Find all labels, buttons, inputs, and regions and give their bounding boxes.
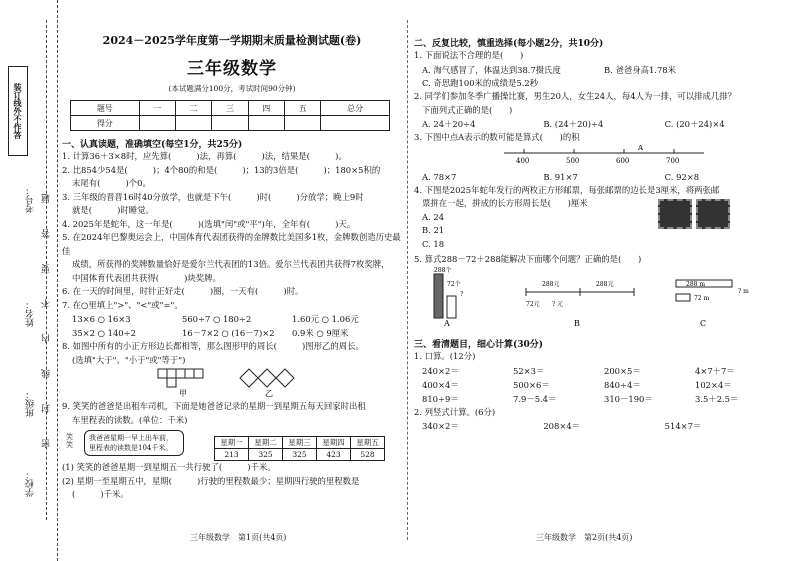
score-header: 五 bbox=[284, 101, 320, 116]
seal-line-char: 不 bbox=[42, 285, 52, 308]
reading-cell: 325 bbox=[283, 449, 317, 461]
exam-term: 2024－2025学年度第一学期期末质量检测试题(卷) bbox=[102, 34, 362, 47]
oral-item[interactable]: 840÷4＝ bbox=[604, 379, 641, 390]
question-5-cont: 成绩，所获得的奖牌数量恰好是爱尔兰代表团的13倍。爱尔兰代表团共获得7枚奖牌， bbox=[72, 259, 390, 269]
question-5: 5. 在2024年巴黎奥运会上，中国体育代表团获得的金牌数比美国多1枚，金牌数创造历史最佳 bbox=[62, 232, 401, 256]
question-9-2: (2) 星期一至星期五中，星期( )行驶的里程数最少；星期四行驶的里程数是 bbox=[62, 475, 360, 486]
option[interactable]: A. 24＋20÷4 bbox=[422, 119, 476, 129]
diagram-b-label: 288元 bbox=[596, 281, 614, 288]
compare-item[interactable]: 560÷7 ○ 180÷2 bbox=[182, 314, 252, 324]
compare-row bbox=[62, 312, 402, 326]
oral-item[interactable]: 310－190＝ bbox=[604, 393, 653, 404]
reading-cell: 528 bbox=[351, 449, 385, 461]
option-label[interactable]: C bbox=[700, 319, 707, 328]
seal-line-char: 封 bbox=[42, 390, 52, 413]
option[interactable]: B. 21 bbox=[422, 225, 445, 235]
choice-2: 2. 同学们参加冬季广播操比赛，男生20人，女生24人，每4人为一排，可以排成几排？ bbox=[414, 91, 737, 101]
question-2: 2. 比854少54是( )；4个80的和是( )；13的3倍是( )；180×5积的 bbox=[62, 164, 381, 175]
question-6: 6. 在一天的时间里，时针正好走( )圈，一天有( )时。 bbox=[62, 286, 304, 296]
kid-label: 笑笑 bbox=[66, 433, 73, 449]
option-label[interactable]: A bbox=[444, 319, 450, 328]
score-header: 四 bbox=[248, 101, 284, 116]
score-cell[interactable] bbox=[321, 116, 390, 131]
day-header: 星期一 bbox=[215, 437, 249, 449]
oral-item[interactable]: 500×6＝ bbox=[513, 379, 550, 390]
snake-stamp-1 bbox=[658, 199, 692, 229]
compare-item[interactable]: 1.60元 ○ 1.06元 bbox=[292, 314, 359, 324]
question-9-cont: 车里程表的读数。(单位：千米) bbox=[72, 414, 188, 425]
tick-label: 600 bbox=[616, 156, 630, 165]
score-header: 题号 bbox=[71, 101, 140, 116]
stamps-figure bbox=[654, 199, 730, 229]
diagram-c-label: ? m bbox=[738, 288, 749, 295]
option[interactable]: C. (20＋24)×4 bbox=[664, 119, 725, 129]
page-divider bbox=[407, 20, 408, 540]
reading-cell: 213 bbox=[215, 449, 249, 461]
number-line bbox=[414, 145, 774, 167]
shape-jia bbox=[158, 369, 203, 387]
day-header: 星期三 bbox=[283, 437, 317, 449]
question-8: 8. 如图中所有的小正方形边长都相等，那么图形甲的周长( )图形乙的周长。 bbox=[62, 341, 364, 351]
compare-item[interactable]: 16－7×2 ○ (16－7)×2 bbox=[182, 328, 275, 338]
question-9-2-cont: ( )千米。 bbox=[72, 489, 129, 499]
choice-4: 4. 下图是2025年蛇年发行的两枚正方形邮票，每张邮票的边长是3厘米，将两张邮 bbox=[414, 184, 720, 195]
speech-bubble: 我爸爸星期一早上出车前，里程表的读数是104千米。 bbox=[84, 430, 184, 456]
oral-item[interactable]: 200×5＝ bbox=[604, 365, 641, 376]
option[interactable]: C. 奇思跑100米的成绩是5.2秒 bbox=[422, 77, 539, 88]
seal-notice: 装订线外不作答 bbox=[8, 66, 28, 156]
vertical-item[interactable]: 514×7＝ bbox=[664, 421, 702, 431]
exam-title: 三年级数学 bbox=[187, 59, 277, 79]
oral-item[interactable]: 3.5＋2.5＝ bbox=[695, 393, 739, 404]
option-label[interactable]: B bbox=[574, 319, 580, 328]
diagram-b bbox=[526, 281, 634, 308]
exam-note: (本试题满分100分，考试时间90分钟) bbox=[168, 84, 296, 93]
vertical-item[interactable]: 208×4＝ bbox=[543, 421, 581, 431]
question-3-cont: 就是( )时睡觉。 bbox=[72, 205, 154, 215]
oral-item[interactable]: 810÷9＝ bbox=[422, 393, 459, 404]
class-field[interactable]: 班级： bbox=[26, 390, 36, 417]
page-1 bbox=[62, 0, 402, 561]
binding-strip bbox=[0, 0, 58, 561]
tick-label: 700 bbox=[666, 156, 680, 165]
option[interactable]: A. 78×7 bbox=[422, 171, 457, 182]
day-header: 星期四 bbox=[317, 437, 351, 449]
question-9: 9. 笑笑的爸爸是出租车司机，下面是她爸爸记录的星期一到星期五每天回家时出租 bbox=[62, 401, 366, 411]
score-cell[interactable] bbox=[284, 116, 320, 131]
option[interactable]: A. 淘气感冒了，体温达到38.7摄氏度 bbox=[422, 64, 561, 75]
seal-line-char: 线 bbox=[42, 355, 52, 378]
q9-figure bbox=[62, 427, 402, 461]
choice-4-block bbox=[414, 211, 786, 253]
page-2 bbox=[414, 0, 786, 561]
question-4: 4. 2025年是蛇年，这一年是( )(选填"闰"或"平")年，全年有( )天。 bbox=[62, 218, 356, 229]
seal-line-char: 密 bbox=[42, 425, 52, 448]
score-table bbox=[70, 100, 390, 131]
question-3: 3. 三年级的晋晋16时40分放学，也就是下午( )时( )分放学；晚上9时 bbox=[62, 191, 364, 202]
page-footer: 三年级数学 第1页(共4页) bbox=[190, 533, 287, 542]
score-cell[interactable] bbox=[139, 116, 175, 131]
snake-stamp-2 bbox=[696, 199, 730, 229]
score-header: 三 bbox=[212, 101, 248, 116]
question-9-1: (1) 笑笑的爸爸星期一到星期五一共行驶了( )千米。 bbox=[62, 462, 276, 472]
option[interactable]: C. 18 bbox=[422, 238, 445, 249]
choice-3: 3. 下图中点A表示的数可能是算式( )的积 bbox=[414, 132, 580, 142]
oral-row bbox=[414, 378, 786, 392]
choice-5: 5. 算式288－72＋288能解决下面哪个问题？正确的是( ) bbox=[414, 253, 642, 264]
compare-item[interactable]: 0.9米 ○ 9厘米 bbox=[292, 328, 349, 338]
seal-line-char: 内 bbox=[42, 320, 52, 343]
binding-dashed-line bbox=[46, 20, 47, 520]
compare-item[interactable]: 13×6 ○ 16×3 bbox=[72, 314, 131, 324]
shapes-figure bbox=[62, 367, 362, 397]
reading-cell: 423 bbox=[317, 449, 351, 461]
diagram-c bbox=[676, 280, 749, 302]
choice-1-options bbox=[414, 63, 786, 77]
score-cell[interactable] bbox=[175, 116, 211, 131]
score-header: 总分 bbox=[321, 101, 390, 116]
school-field[interactable]: 学校： bbox=[26, 470, 36, 497]
point-a-label: A bbox=[638, 144, 644, 152]
calc-2: 2. 列竖式计算。(6分) bbox=[414, 406, 496, 417]
diagram-b-label: 72元 bbox=[526, 301, 540, 308]
section-1-title: 一、认真读题，准确填空(每空1分，共25分) bbox=[62, 140, 243, 150]
score-row-label: 得分 bbox=[71, 116, 140, 131]
option[interactable]: A. 24 bbox=[422, 211, 445, 222]
oral-item[interactable]: 102×4＝ bbox=[695, 379, 732, 390]
diagram-c-label: 288 m bbox=[686, 281, 706, 288]
compare-item[interactable]: 35×2 ○ 140÷2 bbox=[72, 328, 136, 338]
choice-3-options bbox=[414, 170, 786, 184]
choice-2-options bbox=[414, 117, 786, 131]
tick-label: 500 bbox=[566, 156, 580, 165]
choice-4-cont: 票拼在一起，拼成的长方形周长是( )厘米 bbox=[422, 198, 588, 208]
name-field[interactable]: 姓名： bbox=[26, 300, 36, 327]
choice-2-cont: 下面列式正确的是( ) bbox=[422, 104, 513, 115]
question-2-cont: 末尾有( )个0。 bbox=[72, 178, 151, 188]
question-1: 1. 计算36＋3×8时，应先算( )法，再算( )法，结果是( )。 bbox=[62, 151, 347, 161]
day-header: 星期五 bbox=[351, 437, 385, 449]
exam-number-field[interactable]: 考号： bbox=[26, 186, 36, 213]
score-cell[interactable] bbox=[212, 116, 248, 131]
question-5-cont2: 中国体育代表团共获得( )块奖牌。 bbox=[72, 272, 221, 283]
shape-label-jia: 甲 bbox=[179, 389, 187, 397]
score-header: 二 bbox=[175, 101, 211, 116]
shape-label-yi: 乙 bbox=[265, 389, 273, 397]
oral-row bbox=[414, 392, 786, 406]
reading-cell: 325 bbox=[249, 449, 283, 461]
oral-row bbox=[414, 364, 786, 378]
section-3-title: 三、看清题目，细心计算(30分) bbox=[414, 340, 544, 350]
diagram-a-label: 72个 bbox=[447, 281, 461, 288]
vertical-calc-row bbox=[414, 419, 786, 433]
seal-line-char: 题 bbox=[42, 180, 52, 203]
seal-line-char: 要 bbox=[42, 250, 52, 273]
choice-1: 1. 下面说法不合理的是( ) bbox=[414, 50, 524, 60]
diagram-a-label: 288个 bbox=[434, 267, 452, 274]
day-header: 星期二 bbox=[249, 437, 283, 449]
oral-item[interactable]: 240×2＝ bbox=[422, 365, 459, 376]
score-header: 一 bbox=[139, 101, 175, 116]
option[interactable]: C. 92×8 bbox=[664, 171, 700, 182]
compare-row bbox=[62, 326, 402, 340]
diagram-a-label: ? bbox=[460, 291, 464, 298]
score-cell[interactable] bbox=[248, 116, 284, 131]
option[interactable]: B. 爸爸身高1.78米 bbox=[604, 64, 677, 75]
shape-yi bbox=[240, 369, 294, 387]
vertical-item[interactable]: 340×2＝ bbox=[422, 421, 459, 431]
oral-item[interactable]: 52×3＝ bbox=[513, 365, 545, 376]
page-footer: 三年级数学 第2页(共4页) bbox=[536, 533, 633, 542]
question-7: 7. 在○里填上">"、"<"或"="。 bbox=[62, 299, 183, 310]
choice-5-diagrams bbox=[414, 266, 786, 328]
calc-1: 1. 口算。(12分) bbox=[414, 351, 476, 361]
tick-label: 400 bbox=[516, 156, 530, 165]
diagram-b-label: ? 元 bbox=[552, 301, 564, 308]
section-2-title: 二、反复比较，慎重选择(每小题2分，共10分) bbox=[414, 39, 604, 49]
diagram-a bbox=[434, 266, 463, 318]
option[interactable]: B. 91×7 bbox=[543, 171, 578, 182]
mileage-table bbox=[214, 436, 385, 461]
question-8-cont: (选填"大于"、"小于"或"等于") bbox=[72, 354, 186, 365]
oral-item[interactable]: 4×7＋7＝ bbox=[695, 365, 735, 376]
option[interactable]: B. (24＋20)÷4 bbox=[543, 119, 604, 129]
oral-item[interactable]: 400×4＝ bbox=[422, 379, 459, 390]
seal-line-char: 答 bbox=[42, 215, 52, 238]
diagram-b-label: 288元 bbox=[542, 281, 560, 288]
oral-item[interactable]: 7.9－5.4＝ bbox=[513, 393, 557, 404]
diagram-c-label: 72 m bbox=[694, 295, 710, 302]
